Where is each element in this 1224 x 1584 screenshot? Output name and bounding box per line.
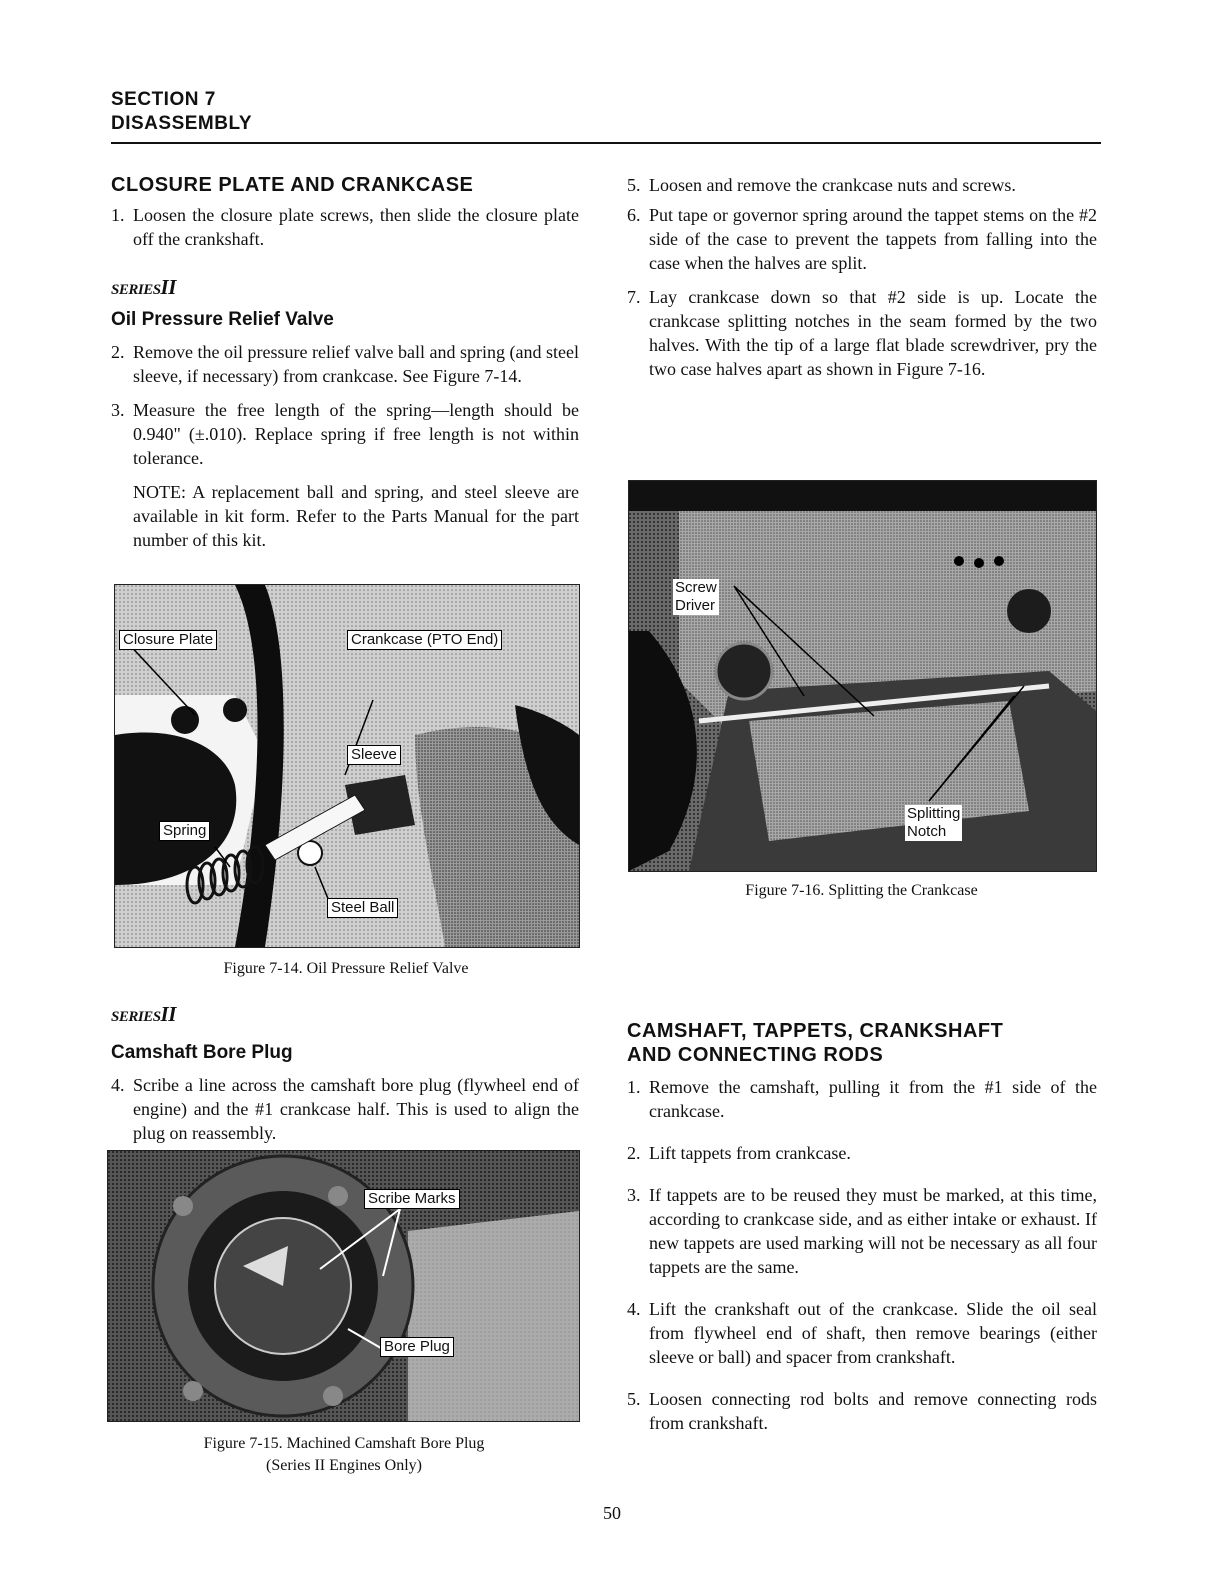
camshaft-bore-plug-heading: Camshaft Bore Plug <box>111 1042 293 1063</box>
step-3: 3. Measure the free length of the spring—length should be 0.940" (±.010). Replace spring if free length is not within tolerance. <box>111 400 579 468</box>
header-rule <box>111 142 1101 144</box>
step-2: 2. Remove the oil pressure relief valve ball and spring (and steel sleeve, if necessary) from crankcase. See Figure 7-14. <box>111 342 579 386</box>
section-header <box>111 88 252 136</box>
camshaft-step-1: 1. Remove the camshaft, pulling it from the #1 side of the crankcase. <box>627 1077 1097 1121</box>
camshaft-step-5: 5. Loosen connecting rod bolts and remove connecting rods from crankshaft. <box>627 1389 1097 1433</box>
step-1: 1. Loosen the closure plate screws, then slide the closure plate off the crankshaft. <box>111 205 579 249</box>
bore-plug-illustration <box>108 1151 579 1421</box>
closure-plate-label: Closure Plate <box>119 630 217 650</box>
screw-driver-label: Screw Driver <box>675 579 717 614</box>
crankcase-split-illustration <box>629 481 1096 871</box>
section-number: SECTION 7 <box>111 89 216 110</box>
step-6: 6. Put tape or governor spring around the tappet stems on the #2 side of the case to prevent the tappets from falling into the case when the halves are split. <box>627 205 1097 273</box>
splitting-notch-label: Splitting Notch <box>907 805 961 840</box>
figure-7-15-photo <box>107 1150 580 1422</box>
figure-7-14-caption: Figure 7-14. Oil Pressure Relief Valve <box>223 960 469 977</box>
camshaft-step-4: 4. Lift the crankshaft out of the crankcase. Slide the oil seal from flywheel end of shaft, then remove bearings (either sleeve or ball) and spacer from crankshaft. <box>627 1299 1097 1367</box>
sleeve-label: Sleeve <box>347 745 401 765</box>
oil-pressure-relief-heading: Oil Pressure Relief Valve <box>111 309 334 330</box>
step-4: 4. Scribe a line across the camshaft bore plug (flywheel end of engine) and the #1 crankcase half. This is used to align the plug on reassembly. <box>111 1075 579 1143</box>
closure-plate-heading: CLOSURE PLATE AND CRANKCASE <box>111 174 474 196</box>
left-column-top <box>111 173 579 552</box>
section-title: DISASSEMBLY <box>111 113 252 134</box>
series-ii-mark: SERIESII <box>111 275 176 299</box>
camshaft-step-2: 2. Lift tappets from crankcase. <box>627 1143 851 1163</box>
figure-7-16-photo <box>628 480 1097 872</box>
figure-7-16-caption: Figure 7-16. Splitting the Crankcase <box>745 882 978 899</box>
step-7: 7. Lay crankcase down so that #2 side is up. Locate the crankcase splitting notches in the seam formed by the two halves. With the tip of a large flat blade screwdriver, pry the two case halves apart as shown in Figure 7-16. <box>627 287 1097 379</box>
page-number: 50 <box>603 1503 621 1523</box>
figure-7-15-caption: Figure 7-15. Machined Camshaft Bore Plug (Series II Engines Only) <box>203 1435 485 1474</box>
crankcase-pto-label: Crankcase (PTO End) <box>347 630 502 650</box>
steel-ball-label: Steel Ball <box>327 898 398 918</box>
series-ii-mark-2: SERIESII <box>111 1002 176 1026</box>
bore-plug-label: Bore Plug <box>380 1337 454 1357</box>
camshaft-heading: CAMSHAFT, TAPPETS, CRANKSHAFT AND CONNECTING RODS <box>627 1020 1004 1066</box>
step-5: 5. Loosen and remove the crankcase nuts and screws. <box>627 175 1016 195</box>
camshaft-step-3: 3. If tappets are to be reused they must be marked, at this time, according to crankcase side, and as either intake or exhaust. If new tappets are used marking will not be necessary as all four tappets are the same. <box>627 1185 1097 1277</box>
figure-7-14-photo <box>114 584 580 948</box>
note: NOTE: A replacement ball and spring, and steel sleeve are available in kit form. Refer to the Parts Manual for the part number of this kit. <box>133 482 579 550</box>
right-column-bottom <box>627 1019 1097 1435</box>
right-column-top <box>627 173 1097 381</box>
spring-label: Spring <box>159 821 210 841</box>
left-column-bottom <box>111 1004 579 1145</box>
scribe-marks-label: Scribe Marks <box>364 1189 460 1209</box>
